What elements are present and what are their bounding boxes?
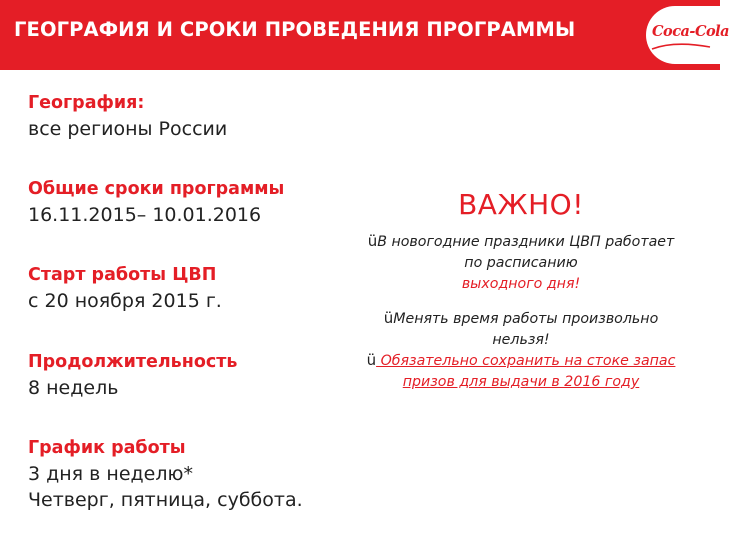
logo-text: Coca-Cola [652,23,729,40]
coca-cola-logo [646,6,729,64]
logo-swoosh-icon [650,42,712,52]
geography-label: География: [28,93,145,113]
note-holidays [340,231,702,295]
schedule-label: График работы [28,438,186,458]
note3-line1: Обязательно сохранить на стоке запас [376,353,676,369]
important-heading: ВАЖНО! [458,188,584,221]
dates-value: 16.11.2015– 10.01.2016 [28,204,262,226]
note-stock [340,350,702,393]
dates-block [28,176,284,228]
geography-value: все регионы России [28,118,228,140]
note2-line2: нельзя! [492,332,550,348]
dates-label: Общие сроки программы [28,179,285,199]
schedule-block [28,435,303,513]
duration-value: 8 недель [28,377,119,399]
note2-line1: Менять время работы произвольно [393,311,659,327]
checkmark-icon: ü [367,232,378,250]
schedule-value-1: 3 дня в неделю* [28,463,193,485]
note-hours [340,308,702,351]
checkmark-icon: ü [383,309,394,327]
note1-line3: выходного дня! [461,276,581,292]
start-value: с 20 ноября 2015 г. [28,290,222,312]
note1-line1: В новогодние праздники ЦВП работает [377,234,675,250]
schedule-value-2: Четверг, пятница, суббота. [28,489,303,511]
duration-label: Продолжительность [28,352,238,372]
geography-block [28,90,227,142]
start-label: Старт работы ЦВП [28,265,217,285]
note3-line2: призов для выдачи в 2016 году [402,374,640,390]
header-bar [0,0,729,70]
note1-line2: по расписанию [464,255,578,271]
checkmark-icon: ü [366,351,377,369]
duration-block [28,349,237,401]
page-title: ГЕОГРАФИЯ И СРОКИ ПРОВЕДЕНИЯ ПРОГРАММЫ [14,18,576,41]
start-block [28,262,222,314]
